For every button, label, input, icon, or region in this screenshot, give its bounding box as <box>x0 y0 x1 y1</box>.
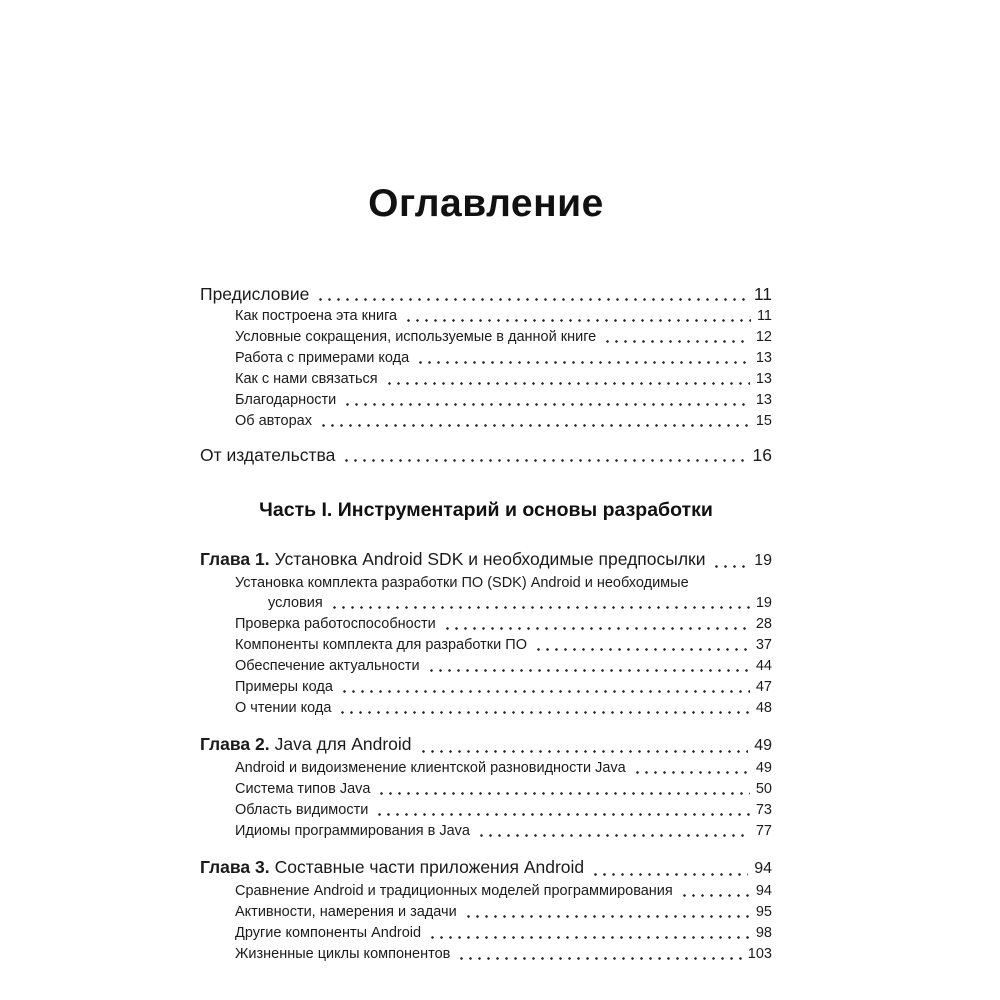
toc-entry-label: условия <box>268 595 323 611</box>
page-number: 49 <box>754 737 772 754</box>
toc-entry <box>200 881 772 902</box>
page-number: 11 <box>756 308 772 324</box>
toc-entry <box>200 593 772 614</box>
toc-entry <box>200 306 772 327</box>
page-number: 94 <box>755 883 772 899</box>
dot-leader <box>342 443 746 467</box>
page-number: 48 <box>755 700 772 716</box>
toc-entry <box>200 327 772 348</box>
toc-entry <box>200 800 772 821</box>
toc-entry-label: Идиомы программирования в Java <box>235 823 470 839</box>
page-number: 19 <box>754 552 772 569</box>
dot-leader <box>319 411 750 432</box>
toc-entry-label: Компоненты комплекта для разработки ПО <box>235 637 527 653</box>
toc-entry <box>200 821 772 842</box>
dot-leader <box>457 944 741 965</box>
dot-leader <box>343 390 750 411</box>
toc-entry <box>200 758 772 779</box>
dot-leader <box>427 656 750 677</box>
toc-entry-label: Сравнение Android и традиционных моделей программирования <box>235 883 673 899</box>
page-number: 73 <box>755 802 772 818</box>
dot-leader <box>443 614 750 635</box>
dot-leader <box>340 677 750 698</box>
dot-leader <box>464 902 750 923</box>
page-title: Оглавление <box>368 182 604 225</box>
toc-entry-label: Как с нами связаться <box>235 371 378 387</box>
toc-entry-label: Android и видоизменение клиентской разновидности Java <box>235 760 626 776</box>
page-number: 50 <box>755 781 772 797</box>
page-number: 37 <box>755 637 772 653</box>
toc-entry <box>200 656 772 677</box>
page-number: 15 <box>755 413 772 429</box>
dot-leader <box>377 779 749 800</box>
dot-leader <box>534 635 750 656</box>
dot-leader <box>316 282 747 306</box>
dot-leader <box>633 758 750 779</box>
toc-entry-publisher <box>200 443 772 467</box>
page-number: 12 <box>755 329 772 345</box>
dot-leader <box>419 732 749 758</box>
toc-entry-label: Жизненные циклы компонентов <box>235 946 451 962</box>
dot-leader <box>416 348 750 369</box>
chapter-number: Глава 1. <box>200 549 270 569</box>
dot-leader <box>330 593 750 614</box>
toc-entry <box>200 348 772 369</box>
toc-entry <box>200 698 772 719</box>
toc-entry-label: Система типов Java <box>235 781 371 797</box>
chapter-heading <box>200 855 772 881</box>
chapter-number: Глава 3. <box>200 857 270 877</box>
toc-entry-label: Предисловие <box>200 284 310 304</box>
toc-entry-label: Активности, намерения и задачи <box>235 904 457 920</box>
page-number: 98 <box>755 925 772 941</box>
dot-leader <box>338 698 749 719</box>
page-number: 95 <box>755 904 772 920</box>
toc-entry-label: Об авторах <box>235 413 312 429</box>
toc-entry <box>200 677 772 698</box>
dot-leader <box>680 881 750 902</box>
page-number: 13 <box>755 392 772 408</box>
page-number: 44 <box>755 658 772 674</box>
toc-entry <box>200 573 772 593</box>
page-number: 49 <box>755 760 772 776</box>
page-number: 94 <box>754 860 772 877</box>
toc-entry-label: Другие компоненты Android <box>235 925 422 941</box>
toc-entry <box>200 614 772 635</box>
dot-leader <box>428 923 750 944</box>
chapter-title: Java для Android <box>274 734 412 754</box>
toc-entry-label: Область видимости <box>235 802 369 818</box>
page-number: 77 <box>755 823 772 839</box>
toc-entry-label: Благодарности <box>235 392 337 408</box>
part-heading: Часть I. Инструментарий и основы разработки <box>259 499 713 521</box>
chapter-number: Глава 2. <box>200 734 270 754</box>
toc-entry <box>200 923 772 944</box>
toc-entry-label: Примеры кода <box>235 679 333 695</box>
page-number: 47 <box>755 679 772 695</box>
page-number: 13 <box>755 350 772 366</box>
toc-entry <box>200 779 772 800</box>
dot-leader <box>591 855 748 881</box>
page-number: 28 <box>755 616 772 632</box>
toc-entry <box>200 390 772 411</box>
toc-entry-preface <box>200 282 772 306</box>
toc-entry <box>200 635 772 656</box>
page-number: 11 <box>753 284 772 304</box>
dot-leader <box>712 547 748 573</box>
page-number: 19 <box>755 595 772 611</box>
book-page <box>200 0 772 965</box>
dot-leader <box>603 327 750 348</box>
page-number: 13 <box>755 371 772 387</box>
toc-entry-label: Проверка работоспособности <box>235 616 436 632</box>
dot-leader <box>404 306 751 327</box>
toc-entry-label: Установка комплекта разработки ПО (SDK) Android и необходимые <box>235 575 689 591</box>
page-number: 16 <box>752 445 772 465</box>
toc-entry-label: Обеспечение актуальности <box>235 658 420 674</box>
chapter-heading <box>200 732 772 758</box>
chapter-heading <box>200 547 772 573</box>
toc-entry <box>200 369 772 390</box>
chapter-title: Составные части приложения Android <box>274 857 585 877</box>
toc-entry-label: Условные сокращения, используемые в данной книге <box>235 329 597 345</box>
page-number: 103 <box>747 946 772 962</box>
toc-entry-label: От издательства <box>200 445 336 465</box>
toc-entry-label: О чтении кода <box>235 700 332 716</box>
toc-entry <box>200 411 772 432</box>
dot-leader <box>477 821 750 842</box>
toc-entry-label: Как построена эта книга <box>235 308 398 324</box>
toc-entry <box>200 944 772 965</box>
toc-entry-label: Работа с примерами кода <box>235 350 410 366</box>
chapter-title: Установка Android SDK и необходимые предпосылки <box>274 549 706 569</box>
toc-entry <box>200 902 772 923</box>
dot-leader <box>385 369 750 390</box>
dot-leader <box>375 800 750 821</box>
